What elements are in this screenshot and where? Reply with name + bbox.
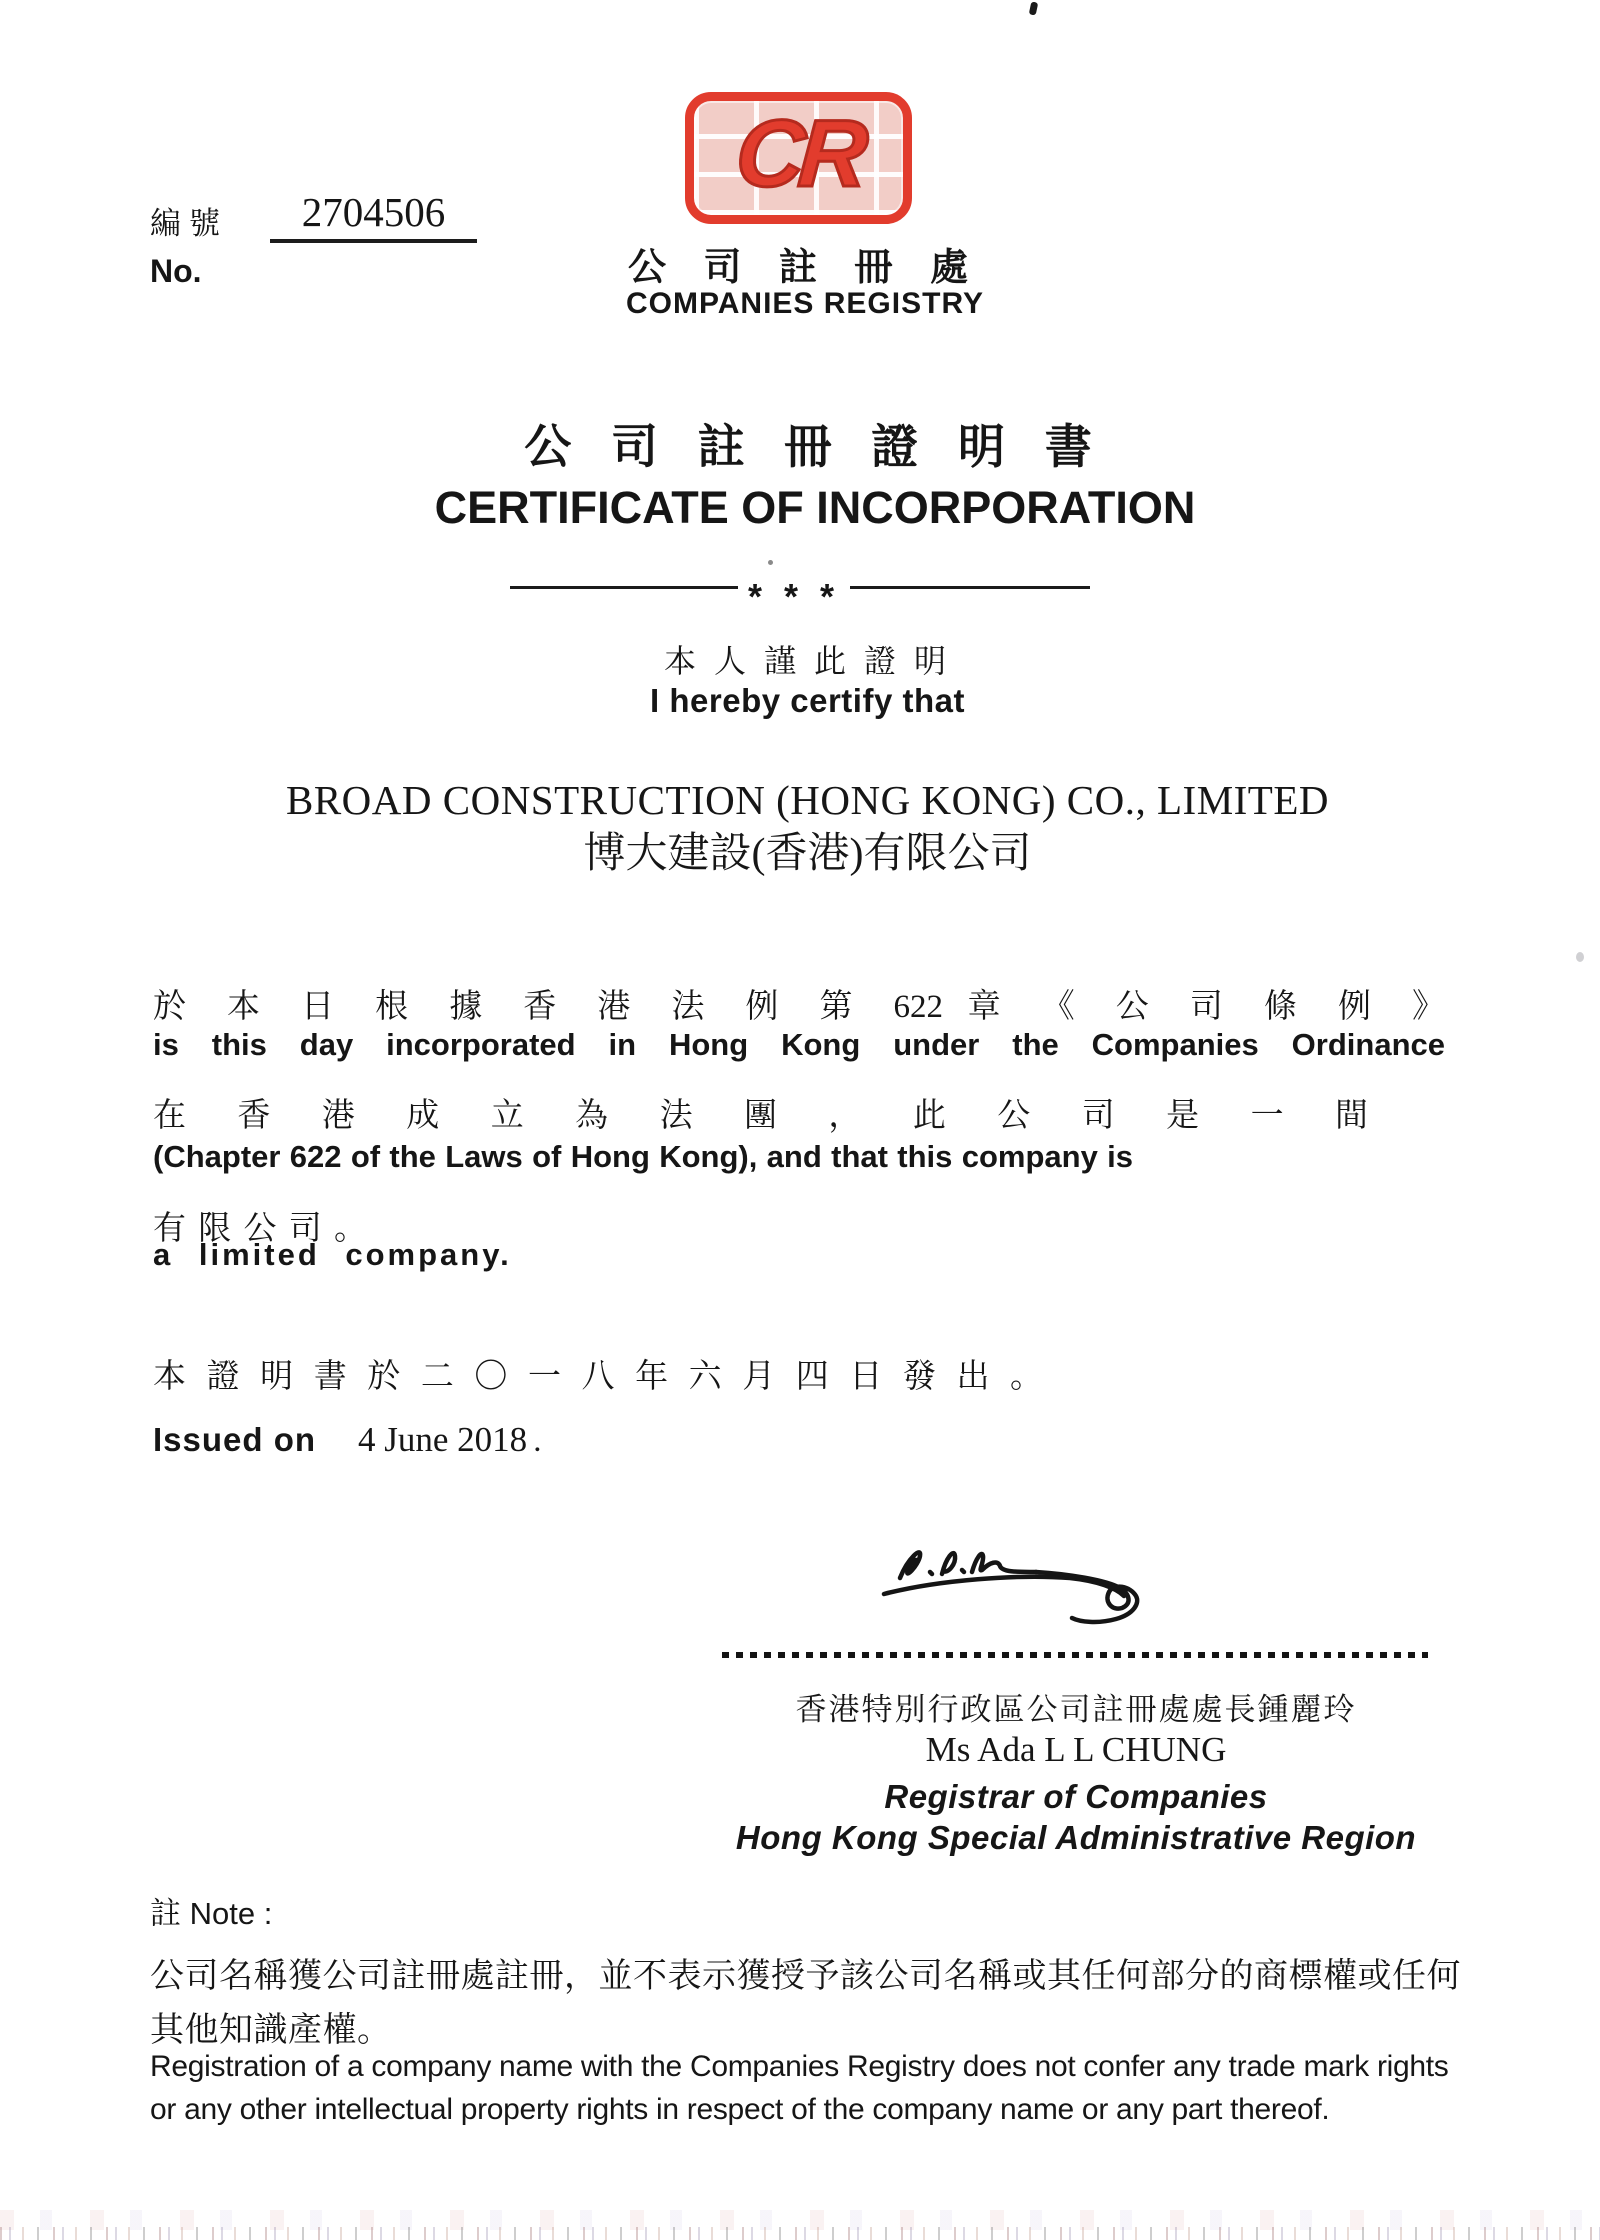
company-name-en: BROAD CONSTRUCTION (HONG KONG) CO., LIMITED (285, 777, 1330, 823)
registrar-region-en: Hong Kong Special Administrative Region (735, 1819, 1417, 1856)
certificate-title-cjk: 公 司 註 冊 證 明 書 (524, 422, 1106, 474)
issued-on-period: . (533, 1423, 542, 1459)
divider-line-right (850, 586, 1090, 589)
scan-speck-right (1576, 952, 1584, 962)
body-line3-en: a limited company. (153, 1237, 512, 1272)
certify-statement-cjk: 本 人 謹 此 證 明 (663, 643, 951, 679)
issued-on-date: 4 June 2018 (358, 1420, 528, 1459)
registry-name-cjk: 公 司 註 冊 處 (627, 247, 982, 289)
note-en-line2: or any other intellectual property rights in respect of the company name or any part thereof. (150, 2093, 1330, 2126)
scan-speck-top (1029, 1, 1039, 15)
body-line3-cjk: 有 限 公 司 。 (153, 1211, 367, 1247)
note-en-line1: Registration of a company name with the Companies Registry does not confer any trade mark rights (150, 2050, 1449, 2083)
note-cjk-line1: 公司名稱獲公司註冊處註冊，並不表示獲授予該公司名稱或其任何部分的商標權或任何 (150, 1958, 1461, 1995)
certificate-number-value: 2704506 (270, 192, 477, 243)
title-divider (510, 566, 1090, 617)
body-line1-en: is this day incorporated in Hong Kong under the Companies Ordinance (153, 1027, 1445, 1062)
registrar-name: Ms Ada L L CHUNG (925, 1730, 1227, 1769)
signature-ink (858, 1522, 1168, 1637)
registrar-title-en: Registrar of Companies (884, 1778, 1268, 1815)
companies-registry-logo (685, 92, 912, 224)
issued-on-label: Issued on (153, 1421, 317, 1458)
issue-date-en (153, 1420, 541, 1460)
note-cjk-line2: 其他知識產權。 (150, 2012, 392, 2049)
cr-logo-text: CR (732, 100, 866, 207)
divider-stars: * * * (747, 576, 841, 617)
number-label-cjk: 編號 (150, 206, 228, 241)
certify-statement-en: I hereby certify that (650, 682, 965, 719)
certificate-title-en: CERTIFICATE OF INCORPORATION (434, 482, 1196, 533)
registrar-title-cjk: 香港特別行政區公司註冊處處長鍾麗玲 (795, 1692, 1357, 1727)
registrar-signature (858, 1522, 1168, 1642)
note-label: 註 Note : (150, 1896, 273, 1931)
company-name-cjk: 博大建設(香港)有限公司 (583, 831, 1032, 877)
signature-dotted-line (722, 1652, 1428, 1658)
divider-line-left (510, 586, 738, 589)
registry-name-en: COMPANIES REGISTRY (625, 287, 985, 320)
scan-dot (768, 560, 773, 565)
number-label-en: No. (150, 253, 202, 289)
body-line2-cjk: 在 香 港 成 立 為 法 團 ， 此 公 司 是 一 間 (153, 1098, 1369, 1134)
scan-noise-strip (0, 2227, 1600, 2240)
issue-date-cjk: 本 證 明 書 於 二 〇 一 八 年 六 月 四 日 發 出 。 (153, 1359, 1043, 1395)
body-line1-cjk: 於 本 日 根 據 香 港 法 例 第 622 章 《 公 司 條 例 》 (153, 989, 1445, 1025)
body-line2-en: (Chapter 622 of the Laws of Hong Kong), and that this company is (153, 1139, 1133, 1174)
